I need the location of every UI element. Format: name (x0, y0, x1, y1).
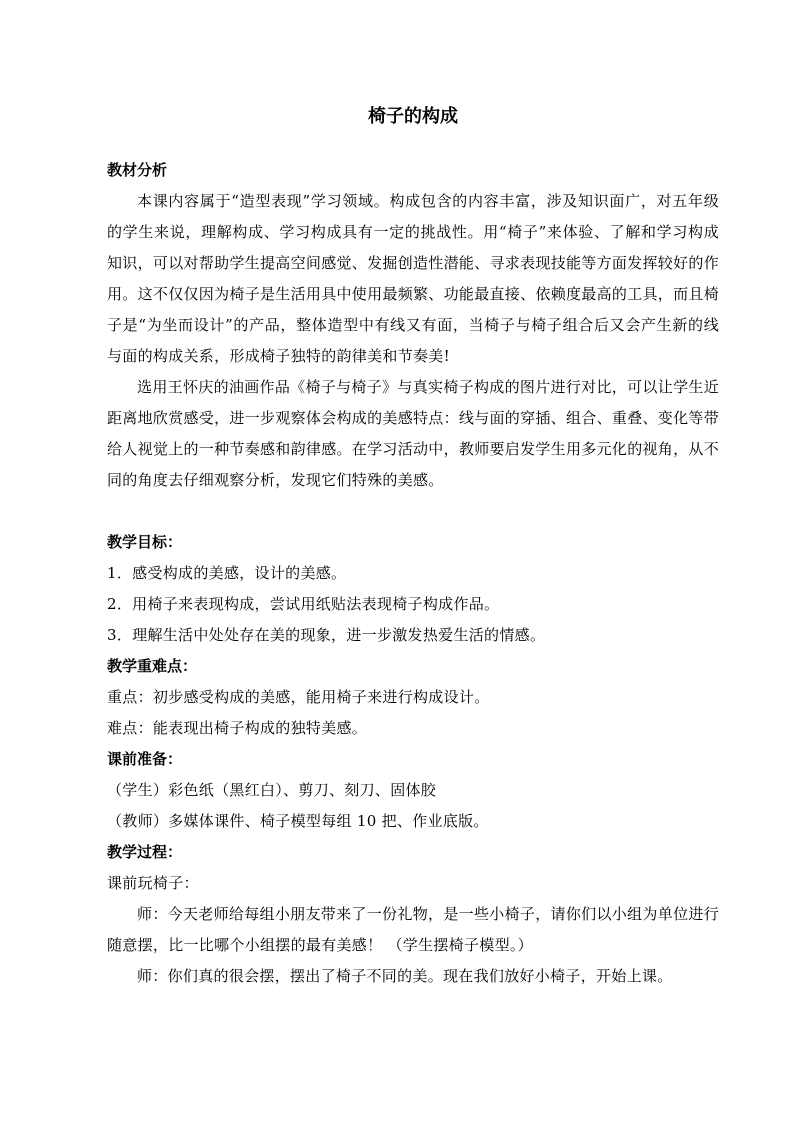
process-paragraph: 师：你们真的很会摆，摆出了椅子不同的美。现在我们放好小椅子，开始上课。 (137, 967, 673, 985)
objectives-heading: 教学目标： (107, 533, 183, 551)
keypoints-heading: 教学重难点： (107, 657, 198, 675)
objective-item: 3．理解生活中处处存在美的现象，进一步激发热爱生活的情感。 (107, 626, 546, 644)
objective-item: 1．感受构成的美感，设计的美感。 (107, 564, 347, 582)
keypoint-item: 难点：能表现出椅子构成的独特美感。 (107, 719, 368, 737)
process-intro: 课前玩椅子： (107, 874, 199, 892)
preparation-item: （学生）彩色纸（黑红白）、剪刀、刻刀、固体胶 (107, 781, 437, 799)
blank-line (107, 496, 719, 527)
analysis-paragraph: 本课内容属于“造型表现”学习领域。构成包含的内容丰富，涉及知识面广，对五年级的学生来说，理解构成、学习构成具有一定的挑战性。用“椅子”来体验、了解和学习构成知识，可以对帮助学生提高空间感觉、发掘创造性潜能、寻求表现技能等方面发挥较好的作用。这不仅仅因为椅子是生活用具中使用最频繁、功能最直接、依赖度最高的工具，而且椅子是“为坐而设计”的产品，整体造型中有线又有面，当椅子与椅子组合后又会产生新的线与面的构成关系，形成椅子独特的韵律美和节奏美! (107, 192, 720, 365)
keypoint-item: 重点：初步感受构成的美感，能用椅子来进行构成设计。 (107, 688, 490, 706)
analysis-heading: 教材分析 (107, 161, 168, 179)
objective-item: 2．用椅子来表现构成，尝试用纸贴法表现椅子构成作品。 (107, 595, 500, 613)
preparation-item: （教师）多媒体课件、椅子模型每组 10 把、作业底版。 (107, 812, 489, 830)
document-title: 椅子的构成 (368, 106, 458, 127)
preparation-heading: 课前准备： (107, 750, 183, 768)
document-content (107, 103, 719, 992)
process-heading: 教学过程： (107, 843, 183, 861)
process-paragraph: 师：今天老师给每组小朋友带来了一份礼物，是一些小椅子，请你们以小组为单位进行随意摆，比一比哪个小组摆的最有美感！ （学生摆椅子模型。） (107, 905, 719, 954)
analysis-paragraph: 选用王怀庆的油画作品《椅子与椅子》与真实椅子构成的图片进行对比，可以让学生近距离地欣赏感受，进一步观察体会构成的美感特点：线与面的穿插、组合、重叠、变化等带给人视觉上的一种节奏感和韵律感。在学习活动中，教师要启发学生用多元化的视角，从不同的角度去仔细观察分析，发现它们特殊的美感。 (107, 378, 720, 489)
